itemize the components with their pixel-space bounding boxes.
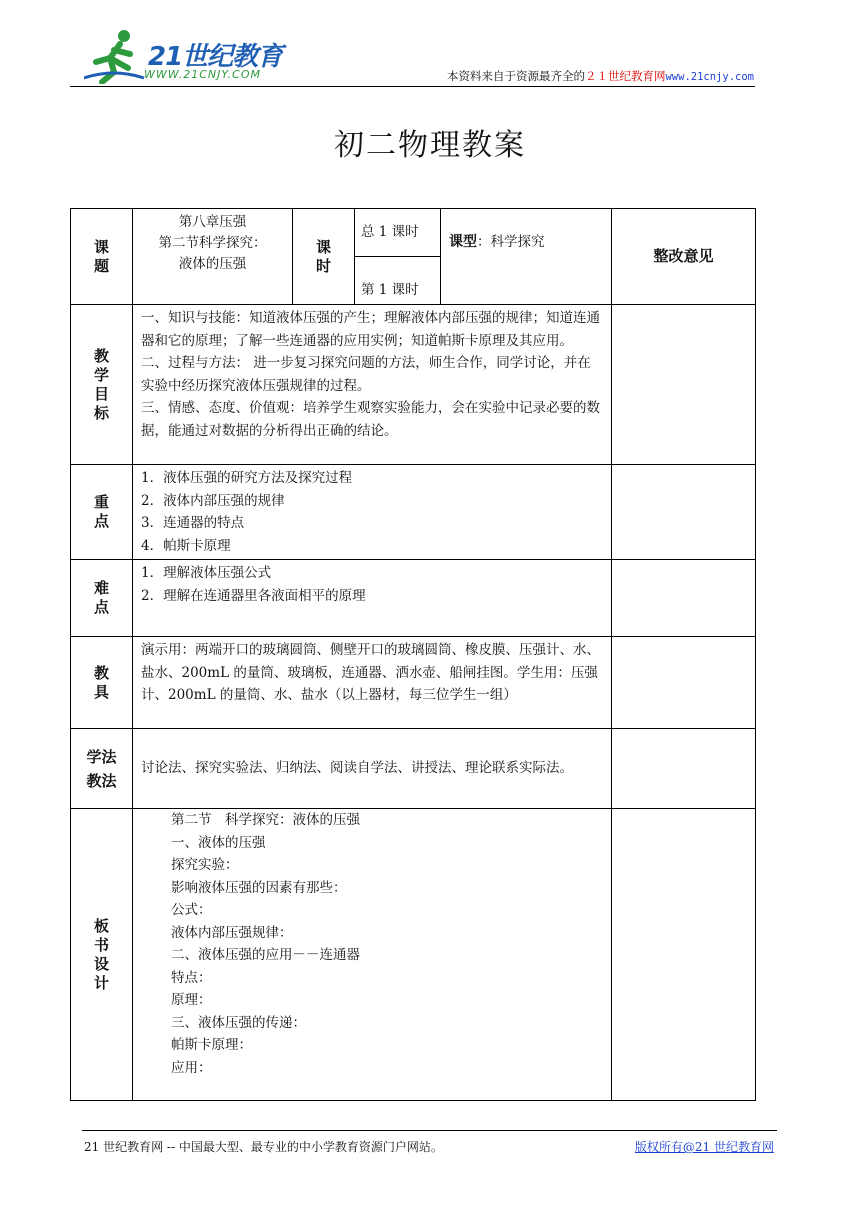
tools-text: 演示用：两端开口的玻璃圆筒、侧壁开口的玻璃圆筒、橡皮膜、压强计、水、盐水、200mL 的量筒、玻璃板，连通器、洒水壶、船闸挂图。学生用：压强计、200mL 的量筒、水、盐水（以上器材，每三位学生一组）: [133, 637, 612, 729]
board-line: 二、液体压强的应用－－连通器: [171, 947, 360, 963]
objectives-text: 一、知识与技能：知道液体压强的产生；理解液体内部压强的规律；知道连通器和它的原理；了解一些连通器的应用实例；知道帕斯卡原理及其应用。 二、过程与方法： 进一步复习探究问题的方法，师生合作，同学讨论，并在实验中经历探究液体压强规律的过程。 三、情感、态度、价值观：培养学生观察实验能力，会在实验中记录必要的数据，能通过对数据的分析得出正确的结论。: [133, 305, 612, 465]
runner-icon: [84, 28, 146, 84]
topic-value: 第八章压强 第二节科学探究： 液体的压强: [133, 209, 293, 305]
current-hour: 第 1 课时: [355, 257, 441, 305]
logo-wordmark: 21世纪教育: [148, 42, 283, 72]
board-line: 公式：: [171, 902, 212, 918]
difficulties-label: 难点: [71, 560, 133, 637]
difficulties-list: [133, 560, 612, 637]
board-line: 第二节 科学探究：液体的压强: [171, 812, 360, 828]
lesson-type: [441, 209, 612, 305]
key-points-revision: [612, 465, 756, 560]
header-note-site[interactable]: ２１世纪教育网: [584, 69, 666, 83]
list-item: 4．帕斯卡原理: [141, 537, 231, 554]
header-divider: [70, 86, 755, 87]
board-line: 帕斯卡原理：: [171, 1037, 252, 1053]
footer-divider: [82, 1130, 777, 1131]
board-line: 一、液体的压强: [171, 834, 266, 851]
objectives-label: 教学目标: [71, 305, 133, 465]
board-line: 应用：: [171, 1059, 212, 1076]
board-line: 原理：: [171, 992, 212, 1008]
methods-label: 学法 教法: [71, 729, 133, 809]
board-line: 液体内部压强规律：: [171, 924, 293, 941]
lesson-type-value: ：科学探究: [477, 234, 545, 250]
tools-label: 教具: [71, 637, 133, 729]
board-line: 特点：: [171, 969, 212, 986]
methods-revision: [612, 729, 756, 809]
logo-url: WWW.21CNJY.COM: [144, 68, 262, 81]
revision-header: 整改意见: [612, 209, 756, 305]
hours-label: 课时: [293, 209, 355, 305]
header-note-prefix: 本资料来自于资源最齐全的: [446, 69, 585, 83]
tools-revision: [612, 637, 756, 729]
header-source-note: [447, 68, 754, 84]
objectives-revision: [612, 305, 756, 465]
list-item: 1．液体压强的研究方法及探究过程: [141, 470, 353, 486]
board-line: 三、液体压强的传递：: [171, 1014, 306, 1031]
list-item: 2．理解在连通器里各液面相平的原理: [141, 587, 366, 604]
site-logo: [84, 28, 294, 88]
board-design-content: [133, 809, 612, 1101]
board-design-label: 板书设计: [71, 809, 133, 1101]
list-item: 2．液体内部压强的规律: [141, 492, 285, 509]
topic-label: 课题: [71, 209, 133, 305]
key-points-list: [133, 465, 612, 560]
page-title: 初二物理教案: [334, 128, 526, 163]
board-line: 影响液体压强的因素有那些：: [171, 879, 347, 896]
list-item: 1．理解液体压强公式: [141, 565, 272, 581]
lesson-plan-table: [70, 208, 756, 1101]
header-note-url[interactable]: www.21cnjy.com: [665, 71, 754, 83]
methods-text: 讨论法、探究实验法、归纳法、阅读自学法、讲授法、理论联系实际法。: [133, 729, 612, 809]
footer-copyright-link[interactable]: 版权所有@21 世纪教育网: [634, 1140, 774, 1154]
footer-tagline: 21 世纪教育网 -- 中国最大型、最专业的中小学教育资源门户网站。: [84, 1140, 443, 1154]
difficulties-revision: [612, 560, 756, 637]
key-points-label: 重点: [71, 465, 133, 560]
board-line: 探究实验：: [171, 857, 239, 873]
list-item: 3．连通器的特点: [141, 515, 245, 531]
board-revision: [612, 809, 756, 1101]
lesson-type-label: 课型: [449, 234, 477, 250]
total-hours: 总 1 课时: [355, 209, 441, 257]
